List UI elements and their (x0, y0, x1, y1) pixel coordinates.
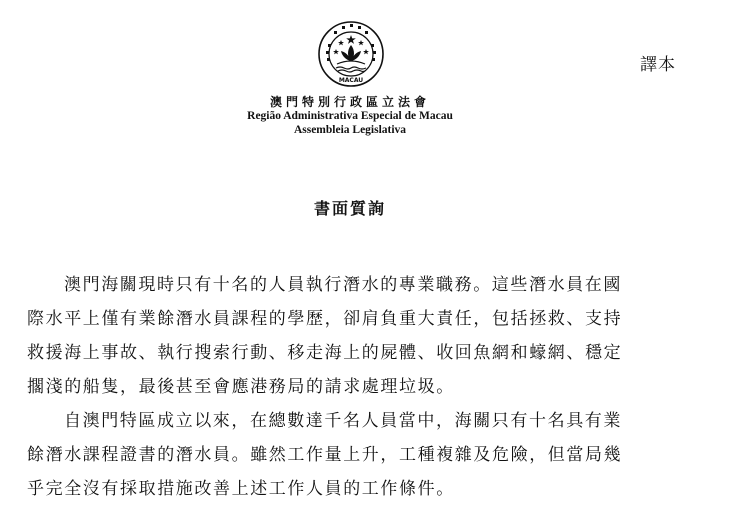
body-line: 澳門海關現時只有十名的人員執行潛水的專業職務。這些潛水員在國 (64, 275, 622, 295)
body-line: 擱淺的船隻，最後甚至會應港務局的請求處理垃圾。 (27, 377, 455, 397)
body-line: 救援海上事故、執行搜索行動、移走海上的屍體、收回魚網和蠔網、穩定 (27, 343, 623, 363)
document-title: 書面質詢 (313, 199, 386, 218)
body-line: 乎完全沒有採取措施改善上述工作人員的工作條件。 (27, 479, 455, 499)
org-name-portuguese-line1: Região Administrativa Especial de Macau (247, 110, 453, 122)
org-name-chinese: 澳門特別行政區立法會 (269, 95, 430, 109)
emblem-text: MACAU (338, 77, 364, 84)
macau-emblem (317, 20, 385, 88)
org-name-portuguese-line2: Assembleia Legislativa (293, 124, 407, 136)
body-line: 餘潛水課程證書的潛水員。雖然工作量上升，工種複雜及危險，但當局幾 (27, 445, 623, 465)
body-line: 際水平上僅有業餘潛水員課程的學歷，卻肩負重大責任，包括拯救、支持 (27, 309, 623, 329)
lotus-emblem-icon (317, 20, 385, 88)
organization-header (0, 95, 700, 137)
document-body (27, 268, 743, 506)
translation-tag: 譯本 (640, 55, 676, 75)
body-line: 自澳門特區成立以來，在總數達千名人員當中，海關只有十名具有業 (64, 411, 622, 431)
